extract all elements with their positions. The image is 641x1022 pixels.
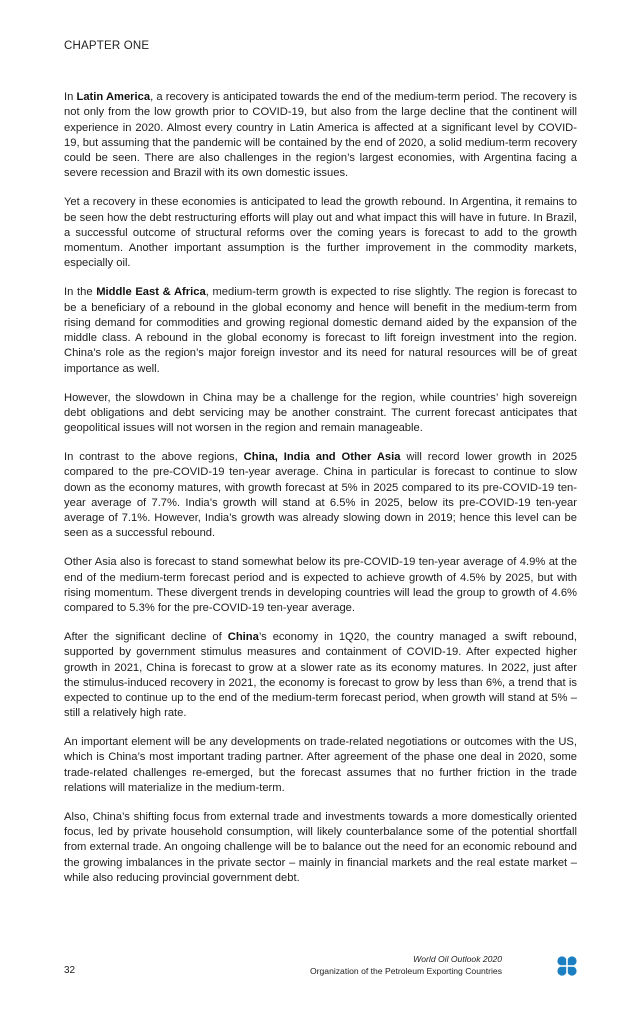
body-text xyxy=(64,90,577,900)
chapter-heading: CHAPTER ONE xyxy=(64,40,150,52)
paragraph-middle-east-africa xyxy=(64,285,577,377)
paragraph-china-india-other-asia xyxy=(64,450,577,542)
paragraph-china-slowdown-risk: However, the slowdown in China may be a challenge for the region, while countries’ high sovereign debt obligations and debt servicing may be another constraint. The current forecast anticipates that geopolitical issues will not worsen in the region and remain manageable. xyxy=(64,391,577,435)
region-name: China xyxy=(227,630,259,643)
region-name: Middle East & Africa xyxy=(96,286,206,299)
paragraph-text: ’s economy in 1Q20, the country managed a swift rebound, supported by government stimulus measures and containment of COVID-19. After expected higher growth in 2021, China is forecast to grow at a slower rate as its economy matures. In 2022, just after the stimulus-induced recovery in 2021, the economy is forecast to grow by less than 6%, a trend that is expected to continue up to the end of the medium-term forecast period, when growth will stand at 5% – still a relatively high rate. xyxy=(64,630,577,720)
paragraph-latin-america xyxy=(64,90,577,182)
paragraph-text: , medium-term growth is expected to rise slightly. The region is forecast to be a beneficiary of a rebound in the global economy and hence will benefit in the medium-term from rising demand for commodities and growing regional domestic demand aided by the expansion of the middle class. A rebound in the global economy is forecast to lift foreign investment into the region. China’s role as the region’s major foreign investor and its need for natural resources will be of great importance as well. xyxy=(64,286,577,375)
paragraph-text: , a recovery is anticipated towards the end of the medium-term period. The recovery is not only from the low growth prior to COVID-19, but also from the large decline that the continent will experience in 2020. Almost every country in Latin America is affected at a significant level by COVID-19, but assuming that the pandemic will be contained by the end of 2020, a solid medium-term recovery could be seen. There are also challenges in the region’s largest economies, with Argentina facing a severe recession and Brazil with its own domestic issues. xyxy=(64,91,577,180)
paragraph-text: In the xyxy=(64,286,97,299)
region-name: China, India and Other Asia xyxy=(243,450,401,463)
paragraph-china-rebound xyxy=(64,630,577,722)
organization-name: Organization of the Petroleum Exporting Countries xyxy=(309,966,502,976)
opec-logo-icon xyxy=(556,955,578,977)
paragraph-other-asia: Other Asia also is forecast to stand somewhat below its pre-COVID-19 ten-year average of 4.9% at the end of the medium-term forecast period and is expected to achieve growth of 4.5% by 2025, but with rising momentum. These divergent trends in developing countries will lead the group to growth of 4.6% compared to 5.3% for the pre-COVID-19 ten-year average. xyxy=(64,556,577,615)
paragraph-domestic-focus: Also, China’s shifting focus from external trade and investments towards a more domestically oriented focus, led by private household consumption, will likely counterbalance some of the potential shortfall from external trade. An ongoing challenge will be to balance out the need for an economic rebound and the growing imbalances in the private sector – mainly in financial markets and the real estate market – while also reducing provincial government debt. xyxy=(64,810,577,885)
page-number: 32 xyxy=(64,965,76,976)
region-name: Latin America xyxy=(76,91,151,103)
publication-title: World Oil Outlook 2020 xyxy=(413,954,502,964)
paragraph-text: will record lower growth in 2025 compared to the pre-COVID-19 ten-year average. China in particular is forecast to continue to slow down as the economy matures, with growth forecast at 5% in 2025 compared to its pre-COVID-19 ten-year average of 7.7%. India’s growth will stand at 6.5% in 2025, below its pre-COVID-19 ten-year average of 7.1%. However, India’s growth was already slowing down in 2019; hence this level can be seen as a successful rebound. xyxy=(64,450,577,540)
paragraph-argentina-brazil: Yet a recovery in these economies is anticipated to lead the growth rebound. In Argentina, it remains to be seen how the debt restructuring efforts will play out and what impact this will have in future. In Brazil, a successful outcome of structural reforms over the coming years is forecast to add to the growth momentum. Another important assumption is the further improvement in the commodity markets, especially oil. xyxy=(64,196,577,270)
paragraph-text: In xyxy=(64,91,77,103)
paragraph-text: In contrast to the above regions, xyxy=(64,450,244,463)
paragraph-trade-us: An important element will be any developments on trade-related negotiations or outcomes with the US, which is China’s most important trading partner. After agreement of the phase one deal in 2020, some trade-related challenges re-emerged, but the forecast assumes that no further friction in the trade relations will materialize in the medium-term. xyxy=(64,736,577,795)
paragraph-text: After the significant decline of xyxy=(64,630,228,643)
